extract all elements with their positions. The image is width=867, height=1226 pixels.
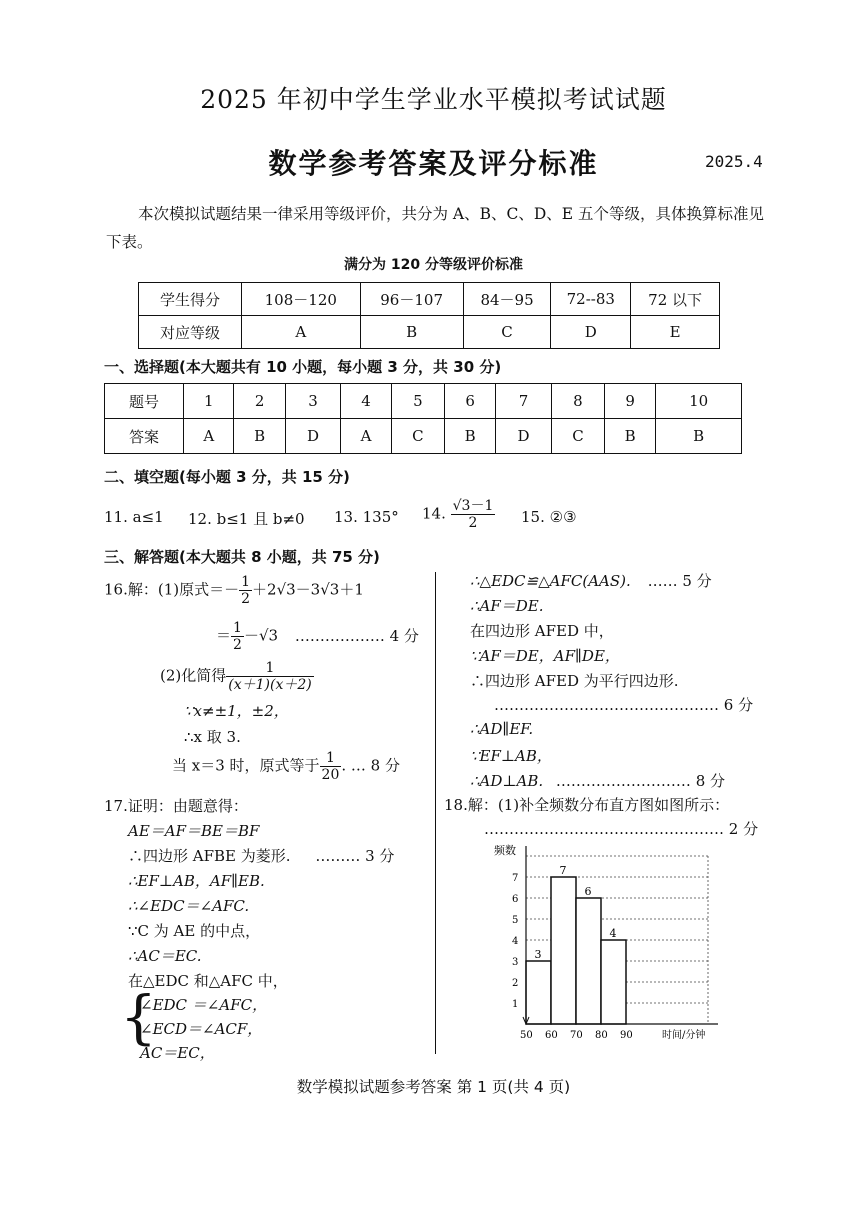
table-cell: 5: [391, 384, 444, 419]
section2-heading: 二、填空题(每小题 3 分，共 15 分): [104, 468, 350, 486]
table-cell: 题号: [105, 384, 184, 419]
answer-14: [422, 498, 495, 531]
y-tick-label: 6: [512, 894, 519, 905]
q17-line1: 17.证明：由题意得：: [104, 797, 248, 815]
right-line6: ……………………………………… 6 分: [494, 696, 754, 714]
q17-line4: ∴EF⊥AB，AF∥EB.: [128, 872, 265, 890]
table-cell: A: [341, 419, 391, 454]
intro-paragraph: 本次模拟试题结果一律采用等级评价，共分为 A、B、C、D、E 五个等级，具体换算标准见下表。: [106, 205, 765, 251]
right-line9: [470, 770, 725, 791]
histogram-bar: [526, 961, 551, 1024]
table-cell: 3: [285, 384, 341, 419]
y-tick-label: 4: [512, 936, 519, 947]
answer-12: 12. b≤1 且 b≠0: [188, 510, 305, 528]
score-label: . … 8 分: [341, 756, 400, 775]
table-cell: B: [234, 419, 285, 454]
table-cell: E: [631, 316, 720, 349]
q16-l2-suffix: －√3: [243, 626, 279, 645]
q17-line5: ∴∠EDC＝∠AFC.: [128, 897, 250, 915]
table-cell: B: [656, 419, 742, 454]
section1-heading: 一、选择题(本大题共有 10 小题，每小题 3 分，共 30 分): [104, 358, 502, 376]
choice-table: [104, 383, 742, 454]
score-label: ……… 3 分: [315, 847, 395, 865]
table-cell: 10: [656, 384, 742, 419]
fraction-denominator: 2: [468, 515, 478, 531]
right-line8: ∵EF⊥AB，: [470, 747, 552, 765]
fraction: [231, 620, 244, 653]
grade-table-caption: 满分为 120 分等级评价标准: [344, 257, 523, 273]
fraction-numerator: 1: [226, 660, 313, 677]
score-label: …… 5 分: [647, 572, 712, 590]
right-r9-text: ∴AD⊥AB.: [470, 772, 544, 790]
table-cell: 7: [496, 384, 552, 419]
table-cell: 72 以下: [631, 283, 720, 316]
table-cell: B: [360, 316, 463, 349]
section3-heading: 三、解答题(本大题共 8 小题，共 75 分): [104, 548, 380, 566]
table-row: [105, 384, 742, 419]
y-tick-label: 3: [512, 957, 519, 968]
bar-value-label: 6: [584, 885, 592, 898]
x-tick-label: 50: [520, 1030, 533, 1041]
y-tick-label: 5: [512, 915, 519, 926]
answer-15: 15. ②③: [521, 508, 577, 526]
q16-l1-prefix: 16.解：(1)原式＝－: [104, 580, 240, 599]
table-cell: 2: [234, 384, 285, 419]
fraction: [226, 660, 313, 693]
q16-l3-prefix: (2)化简得: [160, 666, 227, 685]
y-tick-label: 2: [512, 978, 519, 989]
table-cell: A: [184, 419, 234, 454]
q17-line2: AE＝AF＝BE＝BF: [128, 822, 260, 840]
table-cell: 4: [341, 384, 391, 419]
table-cell: C: [391, 419, 444, 454]
right-line7: ∴AD∥EF.: [470, 720, 534, 738]
q17-brace-1: ∠EDC ＝∠AFC，: [140, 996, 268, 1014]
score-label: ……………… 4 分: [294, 626, 419, 645]
fraction-numerator: 1: [233, 620, 242, 636]
right-r1-text: ∴△EDC≌△AFC(AAS).: [470, 572, 631, 590]
table-cell: 96－107: [360, 283, 463, 316]
x-tick-label: 70: [570, 1030, 583, 1041]
page-title: 2025 年初中学生学业水平模拟考试试题: [200, 85, 667, 114]
left-brace: {: [120, 983, 157, 1051]
fraction: [320, 750, 342, 783]
table-cell: 9: [605, 384, 656, 419]
answer-14-prefix: 14.: [422, 504, 446, 523]
table-row: [105, 419, 742, 454]
date-label: 2025.4: [705, 152, 763, 171]
fraction-numerator: 1: [320, 750, 342, 767]
page-footer: 数学模拟试题参考答案 第 1 页(共 4 页): [296, 1078, 571, 1096]
table-cell: 72--83: [551, 283, 631, 316]
fraction-denominator: 2: [241, 591, 251, 607]
table-row: [139, 316, 720, 349]
column-divider: [435, 572, 436, 1054]
table-cell: 1: [184, 384, 234, 419]
fraction-denominator: (x＋1)(x＋2): [228, 677, 312, 693]
table-cell: C: [551, 419, 604, 454]
fraction-denominator: 2: [233, 637, 242, 653]
table-cell: 8: [551, 384, 604, 419]
histogram-bar: [601, 940, 626, 1024]
x-tick-label: 90: [620, 1030, 633, 1041]
q16-line4: ∵x≠±1，±2，: [184, 702, 289, 720]
y-tick-label: 1: [512, 999, 519, 1010]
q17-line3: [128, 845, 394, 866]
fraction: [239, 574, 252, 607]
q17-l3-text: ∴四边形 AFBE 为菱形.: [128, 847, 291, 865]
q16-line6: [172, 750, 400, 783]
histogram-chart: [486, 838, 736, 1048]
q16-line3: [160, 660, 314, 693]
histogram-bar: [551, 877, 576, 1024]
table-cell: C: [463, 316, 551, 349]
table-cell: B: [605, 419, 656, 454]
right-line1: [470, 570, 712, 591]
right-line4: ∵AF＝DE，AF∥DE，: [470, 647, 620, 665]
grade-table: [138, 282, 720, 349]
table-cell: B: [445, 419, 496, 454]
q17-line6: ∵C 为 AE 的中点，: [128, 922, 261, 940]
x-tick-label: 60: [545, 1030, 558, 1041]
table-cell: 108－120: [242, 283, 361, 316]
table-cell: 学生得分: [139, 283, 242, 316]
q16-line2: [216, 620, 419, 653]
page-subtitle: 数学参考答案及评分标准: [268, 147, 599, 180]
table-cell: 对应等级: [139, 316, 242, 349]
q18-line2: ………………………………………… 2 分: [484, 820, 759, 838]
table-cell: 84－95: [463, 283, 551, 316]
table-cell: D: [496, 419, 552, 454]
fraction: [451, 498, 496, 531]
q16-l2-prefix: ＝: [216, 626, 232, 645]
score-label: ……………………… 8 分: [555, 772, 726, 790]
fraction-numerator: 1: [241, 574, 251, 590]
right-line2: ∴AF＝DE.: [470, 597, 544, 615]
y-axis-label: 频数: [494, 844, 516, 857]
x-axis-label: 时间/分钟: [662, 1030, 706, 1041]
fraction-denominator: 20: [321, 767, 340, 783]
q16-line5: ∴x 取 3.: [184, 728, 241, 746]
histogram-bar: [576, 898, 601, 1024]
right-line5: ∴四边形 AFED 为平行四边形.: [470, 672, 679, 690]
table-row: [139, 283, 720, 316]
q17-brace-2: ∠ECD＝∠ACF，: [140, 1020, 263, 1038]
q16-l6-prefix: 当 x＝3 时，原式等于: [172, 756, 320, 775]
table-cell: A: [242, 316, 361, 349]
table-cell: 6: [445, 384, 496, 419]
q17-line8: 在△EDC 和△AFC 中，: [128, 972, 288, 990]
q17-line7: ∴AC＝EC.: [128, 947, 202, 965]
q17-brace-3: AC＝EC，: [140, 1044, 215, 1062]
table-cell: D: [285, 419, 341, 454]
bar-value-label: 4: [609, 927, 617, 940]
answer-13: 13. 135°: [334, 508, 399, 526]
q16-line1: [104, 574, 364, 607]
q16-l1-suffix: ＋2√3－3√3＋1: [252, 580, 364, 599]
q18-line1: 18.解：(1)补全频数分布直方图如图所示：: [444, 796, 730, 814]
table-cell: D: [551, 316, 631, 349]
y-tick-label: 7: [512, 873, 519, 884]
answer-11: 11. a≤1: [104, 508, 164, 526]
right-line3: 在四边形 AFED 中，: [470, 622, 614, 640]
bar-value-label: 3: [534, 948, 542, 961]
x-tick-label: 80: [595, 1030, 608, 1041]
bar-value-label: 7: [559, 864, 567, 877]
table-cell: 答案: [105, 419, 184, 454]
fraction-numerator: √3－1: [452, 498, 494, 514]
